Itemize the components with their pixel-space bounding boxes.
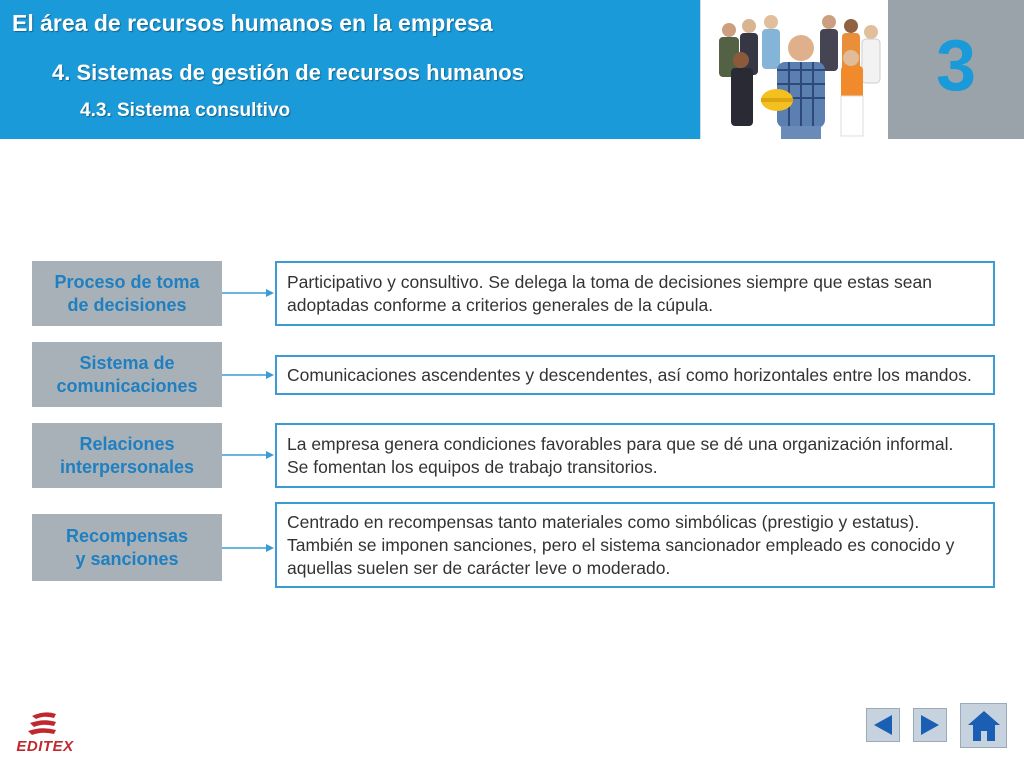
row-description-line: Comunicaciones ascendentes y descendentes, así como horizontales entre los mandos. <box>287 364 972 385</box>
row-description-box <box>275 261 995 326</box>
row-label-line: Proceso de toma <box>54 271 200 292</box>
slide-header <box>0 0 1024 139</box>
row-label-line: y sanciones <box>75 548 179 569</box>
row-label-box <box>32 261 222 326</box>
row-label-line: Sistema de <box>79 352 175 373</box>
triangle-right-icon <box>917 712 943 738</box>
right-arrow-icon <box>222 370 274 380</box>
right-arrow-icon <box>222 288 274 298</box>
row-description-line: Participativo y consultivo. Se delega la toma de decisiones siempre que estas sean <box>287 271 932 292</box>
slide-title: El área de recursos humanos en la empresa <box>12 10 493 36</box>
row-label-line: comunicaciones <box>56 375 198 396</box>
row-description-line: adoptadas conforme a criterios generales de la cúpula. <box>287 294 714 315</box>
editex-logo-icon <box>10 710 80 740</box>
section-title: 4. Sistemas de gestión de recursos humanos <box>52 60 524 85</box>
workers-illustration <box>701 0 888 139</box>
logo-text: EDITEX <box>16 738 74 755</box>
subsection-title: 4.3. Sistema consultivo <box>80 100 291 121</box>
row-label-box <box>32 423 222 488</box>
previous-slide-button[interactable] <box>866 708 900 742</box>
row-description-line: aquellas suelen ser de carácter leve o moderado. <box>287 557 671 578</box>
row-description-line: La empresa genera condiciones favorables para que se dé una organización informal. <box>287 433 954 454</box>
row-description-box <box>275 502 995 588</box>
row-label-line: de decisiones <box>67 294 187 315</box>
chapter-box <box>888 0 1024 139</box>
right-arrow-icon <box>222 543 274 553</box>
triangle-left-icon <box>870 712 896 738</box>
row-label-line: Relaciones <box>79 433 175 454</box>
row-description-box <box>275 355 995 395</box>
row-label-box <box>32 342 222 407</box>
row-description-line: Se fomentan los equipos de trabajo transitorios. <box>287 456 658 477</box>
home-button[interactable] <box>960 703 1007 748</box>
row-label-line: Recompensas <box>65 525 189 546</box>
header-banner <box>0 0 700 139</box>
right-arrow-icon <box>222 450 274 460</box>
editex-logo <box>10 710 80 760</box>
row-description-line: Centrado en recompensas tanto materiales como simbólicas (prestigio y estatus). <box>287 511 920 532</box>
row-description-line: También se imponen sanciones, pero el sistema sancionador empleado es conocido y <box>287 534 955 555</box>
row-description-box <box>275 423 995 488</box>
row-label-line: interpersonales <box>59 456 195 477</box>
next-slide-button[interactable] <box>913 708 947 742</box>
workers-group-image <box>700 0 888 139</box>
house-icon <box>966 709 1002 743</box>
chapter-number: 3 <box>935 26 977 106</box>
row-label-box <box>32 514 222 581</box>
